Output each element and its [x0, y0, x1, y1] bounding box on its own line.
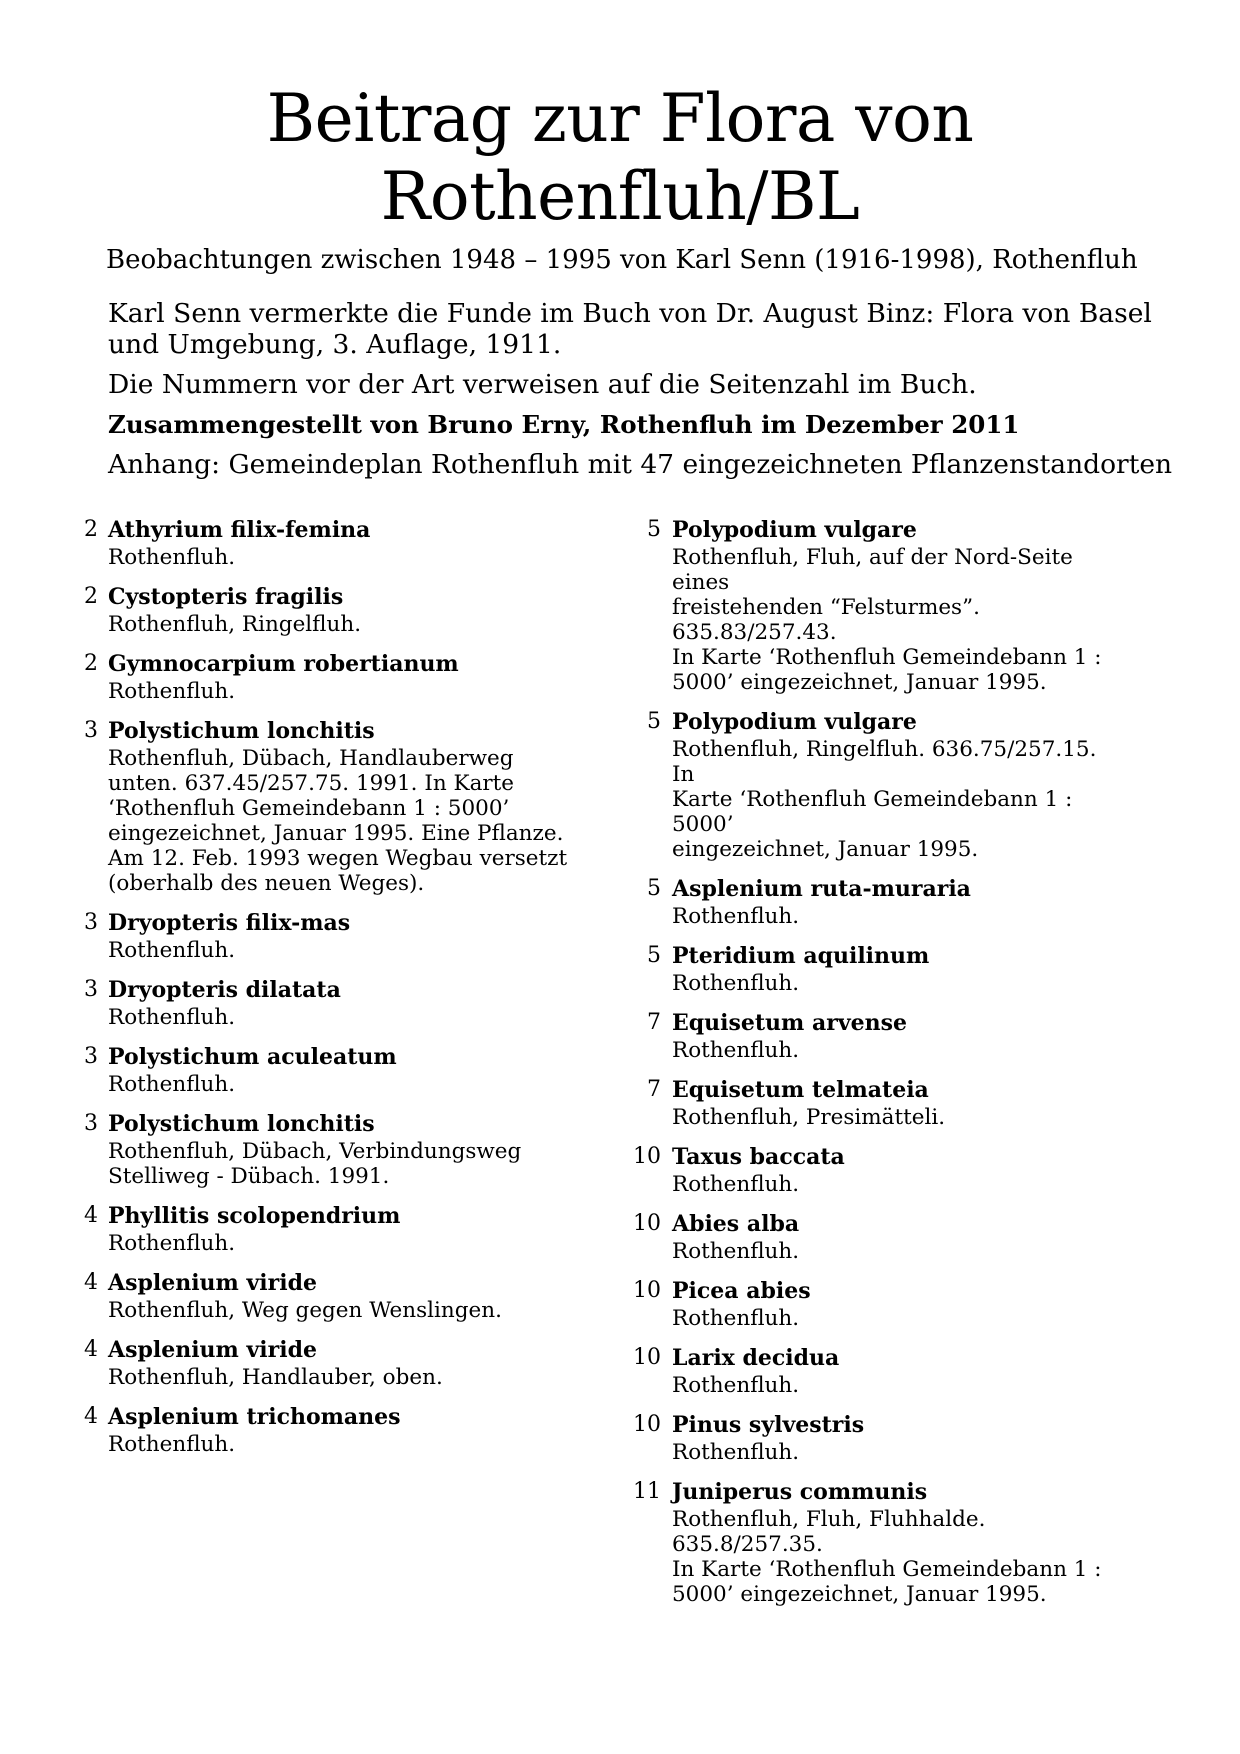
page-number: 5 [647, 943, 661, 968]
species-name: Asplenium viride [108, 1337, 317, 1363]
page-number: 3 [84, 718, 98, 743]
subtitle: Beobachtungen zwischen 1948 – 1995 von Karl Senn (1916-1998), Rothenfluh [106, 245, 1138, 275]
species-name: Polystichum aculeatum [108, 1044, 397, 1070]
species-entry [72, 649, 572, 704]
species-note: Rothenfluh. [108, 545, 236, 570]
species-entry [625, 707, 1125, 862]
species-entry [625, 1075, 1125, 1130]
species-entry [625, 1477, 1125, 1607]
species-entry [625, 1209, 1125, 1264]
species-entry [72, 975, 572, 1030]
page-number: 2 [84, 517, 98, 542]
species-entry [625, 1410, 1125, 1465]
intro-numbering-note: Die Nummern vor der Art verweisen auf die Seitenzahl im Buch. [108, 369, 977, 400]
page-number: 4 [84, 1337, 98, 1362]
species-note: Rothenfluh. [672, 1306, 800, 1331]
intro-compiler: Zusammengestellt von Bruno Erny, Rothenfluh im Dezember 2011 [108, 410, 1020, 439]
page-number: 3 [84, 910, 98, 935]
page-number: 4 [84, 1270, 98, 1295]
species-note: Rothenfluh, Presimätteli. [672, 1105, 946, 1130]
species-entry [625, 1343, 1125, 1398]
species-name: Athyrium filix-femina [108, 517, 371, 543]
species-column-left [72, 515, 572, 1469]
species-entry [625, 941, 1125, 996]
page-number: 7 [647, 1077, 661, 1102]
species-note: Rothenfluh. [108, 1072, 236, 1097]
species-entry [72, 582, 572, 637]
species-entry [72, 1201, 572, 1256]
species-name: Polystichum lonchitis [108, 1111, 375, 1137]
species-entry [72, 1335, 572, 1390]
species-entry [625, 515, 1125, 695]
species-entry [72, 716, 572, 896]
species-note: Rothenfluh. [672, 1172, 800, 1197]
species-entry [625, 1276, 1125, 1331]
species-name: Abies alba [672, 1211, 800, 1237]
species-note: Rothenfluh. [108, 1231, 236, 1256]
page-number: 10 [633, 1144, 661, 1169]
species-name: Asplenium ruta-muraria [672, 876, 971, 902]
page-number: 3 [84, 977, 98, 1002]
species-name: Dryopteris dilatata [108, 977, 341, 1003]
page-number: 5 [647, 709, 661, 734]
species-entry [72, 1042, 572, 1097]
species-note: Rothenfluh, Fluh, auf der Nord-Seite eines freistehenden “Felsturmes”. 635.83/257.43. In Karte ‘Rothenfluh Gemeindebann 1 : 5000’ eingezeichnet, Januar 1995. [672, 545, 1102, 695]
species-note: Rothenfluh. [672, 904, 800, 929]
species-note: Rothenfluh. [108, 938, 236, 963]
species-name: Juniperus communis [672, 1479, 928, 1505]
page-number: 7 [647, 1010, 661, 1035]
intro-block [108, 298, 1188, 489]
page-number: 10 [633, 1345, 661, 1370]
species-name: Larix decidua [672, 1345, 840, 1371]
species-name: Polypodium vulgare [672, 517, 917, 543]
page-number: 2 [84, 651, 98, 676]
species-note: Rothenfluh, Dübach, Verbindungsweg Stelliweg - Dübach. 1991. [108, 1139, 522, 1189]
species-name: Dryopteris filix-mas [108, 910, 351, 936]
species-note: Rothenfluh. [672, 1038, 800, 1063]
species-name: Asplenium trichomanes [108, 1404, 401, 1430]
species-name: Pteridium aquilinum [672, 943, 930, 969]
species-note: Rothenfluh, Ringelfluh. [108, 612, 362, 637]
species-name: Pinus sylvestris [672, 1412, 865, 1438]
species-note: Rothenfluh, Handlauber, oben. [108, 1365, 443, 1390]
species-name: Phyllitis scolopendrium [108, 1203, 401, 1229]
species-note: Rothenfluh. [108, 679, 236, 704]
species-name: Equisetum arvense [672, 1010, 907, 1036]
page-number: 5 [647, 876, 661, 901]
species-name: Gymnocarpium robertianum [108, 651, 459, 677]
page-number: 3 [84, 1111, 98, 1136]
species-note: Rothenfluh. [672, 971, 800, 996]
species-note: Rothenfluh, Fluh, Fluhhalde. 635.8/257.35. In Karte ‘Rothenfluh Gemeindebann 1 : 5000’ eingezeichnet, Januar 1995. [672, 1507, 1102, 1607]
species-entry [72, 1268, 572, 1323]
page-number: 10 [633, 1278, 661, 1303]
species-name: Polypodium vulgare [672, 709, 917, 735]
species-note: Rothenfluh, Dübach, Handlauberweg unten. 637.45/257.75. 1991. In Karte ‘Rothenfluh Gemeindebann 1 : 5000’ eingezeichnet, Januar 1995. Eine Pflanze. Am 12. Feb. 1993 wegen Wegbau versetzt (oberhalb des neuen Weges). [108, 746, 568, 896]
species-name: Picea abies [672, 1278, 811, 1304]
species-note: Rothenfluh, Weg gegen Wenslingen. [108, 1298, 502, 1323]
species-note: Rothenfluh. [672, 1440, 800, 1465]
title-line-1: Beitrag zur Flora von [266, 80, 974, 157]
page-title [0, 80, 1240, 236]
species-entry [625, 874, 1125, 929]
page-number: 4 [84, 1203, 98, 1228]
species-name: Cystopteris fragilis [108, 584, 344, 610]
species-name: Polystichum lonchitis [108, 718, 375, 744]
species-note: Rothenfluh. [108, 1005, 236, 1030]
species-note: Rothenfluh, Ringelfluh. 636.75/257.15. In Karte ‘Rothenfluh Gemeindebann 1 : 5000’ eingezeichnet, Januar 1995. [672, 737, 1097, 862]
page-number: 4 [84, 1404, 98, 1429]
species-entry [625, 1008, 1125, 1063]
title-line-2: Rothenfluh/BL [380, 158, 860, 235]
species-name: Asplenium viride [108, 1270, 317, 1296]
species-name: Equisetum telmateia [672, 1077, 929, 1103]
species-note: Rothenfluh. [672, 1373, 800, 1398]
species-entry [72, 1109, 572, 1189]
species-entry [72, 1402, 572, 1457]
species-note: Rothenfluh. [108, 1432, 236, 1457]
page-number: 10 [633, 1412, 661, 1437]
species-entry [72, 908, 572, 963]
species-entry [625, 1142, 1125, 1197]
species-column-right [625, 515, 1125, 1619]
species-name: Taxus baccata [672, 1144, 845, 1170]
page-number: 3 [84, 1044, 98, 1069]
intro-source: Karl Senn vermerkte die Funde im Buch von Dr. August Binz: Flora von Basel und Umgebung, 3. Auflage, 1911. [108, 298, 1152, 360]
species-note: Rothenfluh. [672, 1239, 800, 1264]
intro-appendix: Anhang: Gemeindeplan Rothenfluh mit 47 eingezeichneten Pflanzenstandorten [108, 449, 1173, 480]
page-number: 11 [633, 1479, 661, 1504]
page-number: 5 [647, 517, 661, 542]
page-number: 10 [633, 1211, 661, 1236]
page-number: 2 [84, 584, 98, 609]
species-entry [72, 515, 572, 570]
